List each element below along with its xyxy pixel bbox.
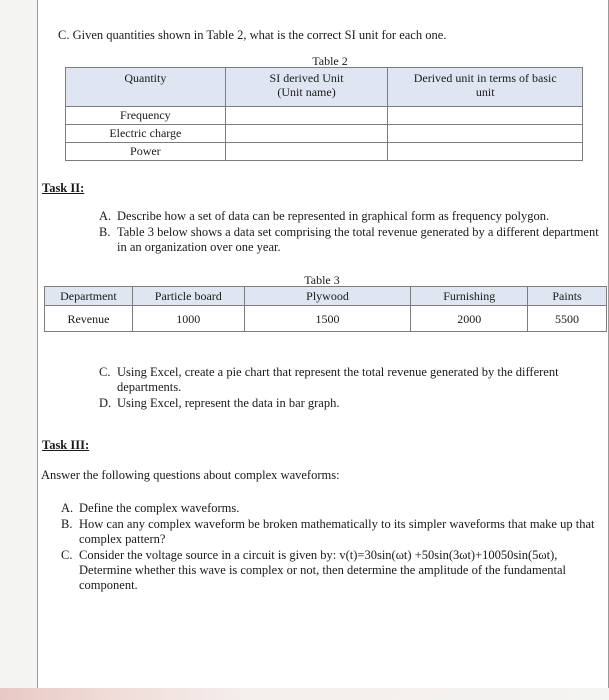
- table3-header-cell: Department: [45, 287, 133, 306]
- table2-header-quantity: Quantity: [66, 68, 226, 107]
- table-row: [66, 143, 583, 161]
- list-item-text: Consider the voltage source in a circuit is given by: v(t)=30sin(ωt) +50sin(3ωt)+10050sin(5ωt), Determine whether this wave is complex or not, then determine the amplitude of the fundamental component.: [79, 548, 566, 592]
- list-marker: A.: [99, 209, 112, 223]
- list-marker: B.: [99, 225, 111, 239]
- table3-cell: 1500: [244, 306, 411, 332]
- task3-intro: Answer the following questions about complex waveforms:: [41, 468, 340, 482]
- list-item: [99, 396, 589, 411]
- table3-header-cell: Paints: [528, 287, 607, 306]
- table2-cell: [225, 107, 388, 125]
- task2-title: Task II:: [42, 181, 85, 195]
- table3-header-cell: Particle board: [132, 287, 244, 306]
- table2: [65, 67, 583, 161]
- list-marker: C.: [99, 365, 111, 379]
- table2-header-si-unit: SI derived Unit (Unit name): [225, 68, 388, 107]
- list-item-text: Table 3 below shows a data set comprising the total revenue generated by a different department in an organization over one year.: [117, 225, 599, 254]
- table2-cell: [388, 107, 583, 125]
- list-item-text: Using Excel, create a pie chart that represent the total revenue generated by the different departments.: [117, 365, 559, 394]
- table3-header-row: [45, 287, 607, 306]
- table3-header-cell: Furnishing: [411, 287, 528, 306]
- table3-cell: 5500: [528, 306, 607, 332]
- page-edge-shadow: [0, 688, 609, 700]
- list-item-text: Define the complex waveforms.: [79, 501, 240, 515]
- table2-header-row: [66, 68, 583, 107]
- list-item: [99, 209, 607, 224]
- task2-list: [99, 209, 607, 256]
- list-item: [61, 517, 599, 547]
- table2-header-basic-unit: Derived unit in terms of basic unit: [388, 68, 583, 107]
- list-item-text: Using Excel, represent the data in bar graph.: [117, 396, 340, 410]
- table-row: [66, 107, 583, 125]
- list-marker: C.: [61, 548, 73, 562]
- table2-cell: [225, 143, 388, 161]
- list-item: [61, 548, 599, 593]
- list-item-text: How can any complex waveform be broken mathematically to its simpler waveforms that make up that complex pattern?: [79, 517, 595, 546]
- task3-list: [61, 501, 599, 594]
- table3-header-cell: Plywood: [244, 287, 411, 306]
- table2-caption: Table 2: [312, 54, 348, 68]
- list-marker: D.: [99, 396, 112, 410]
- list-item: [99, 225, 607, 255]
- table2-cell: [388, 143, 583, 161]
- table3-caption: Table 3: [304, 273, 340, 287]
- table2-cell: Electric charge: [66, 125, 226, 143]
- list-marker: A.: [61, 501, 74, 515]
- task3-title: Task III:: [42, 438, 90, 452]
- table2-cell: [388, 125, 583, 143]
- question-c-text: C. Given quantities shown in Table 2, what is the correct SI unit for each one.: [58, 28, 447, 42]
- table2-cell: Power: [66, 143, 226, 161]
- list-marker: B.: [61, 517, 73, 531]
- table2-cell: [225, 125, 388, 143]
- list-item: [99, 365, 589, 395]
- table3-cell: Revenue: [45, 306, 133, 332]
- table-row: [66, 125, 583, 143]
- list-item: [61, 501, 599, 516]
- table2-cell: Frequency: [66, 107, 226, 125]
- task2-list-cont: [99, 365, 589, 412]
- table3-cell: 1000: [132, 306, 244, 332]
- list-item-text: Describe how a set of data can be represented in graphical form as frequency polygon.: [117, 209, 550, 223]
- table-row: [45, 306, 607, 332]
- table3-cell: 2000: [411, 306, 528, 332]
- table3: [44, 286, 607, 332]
